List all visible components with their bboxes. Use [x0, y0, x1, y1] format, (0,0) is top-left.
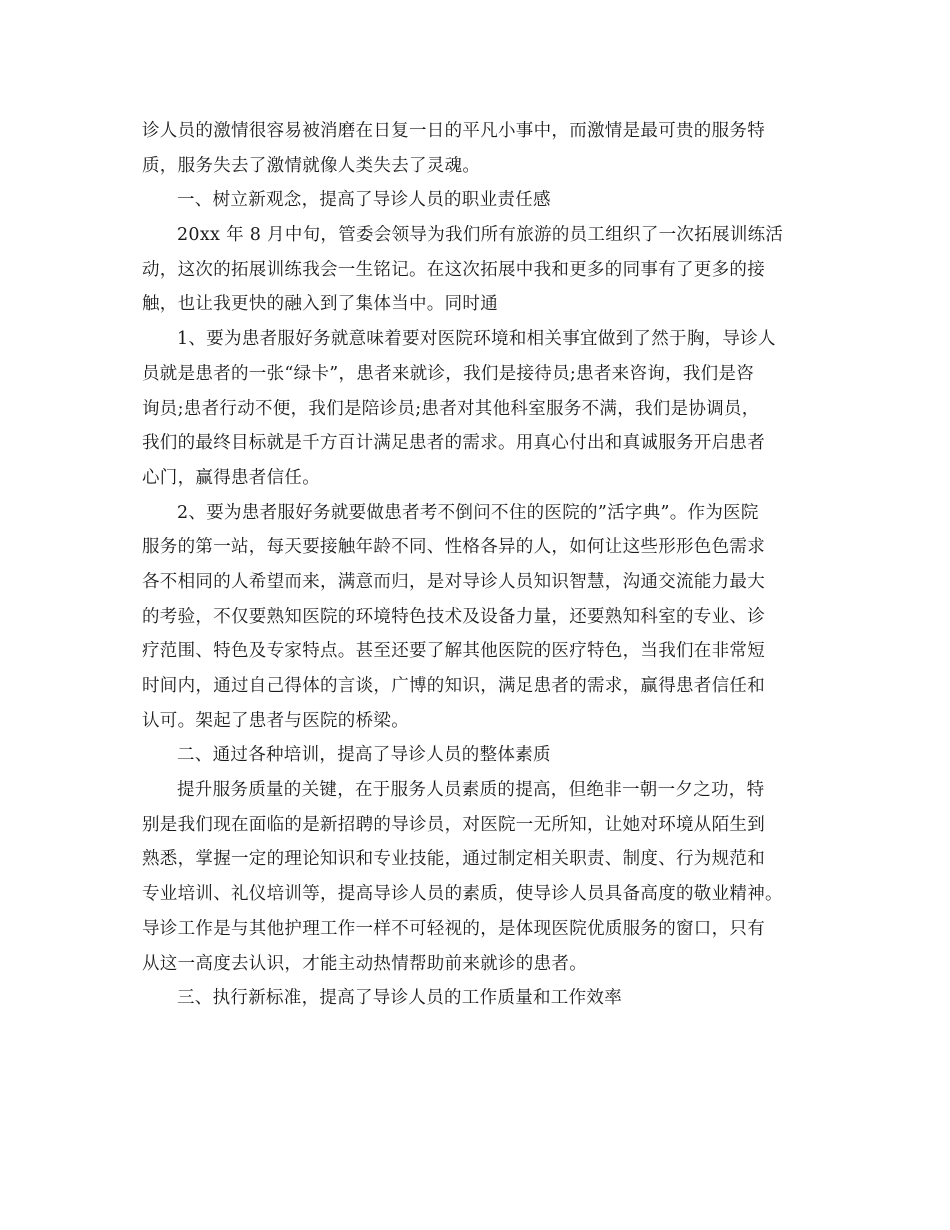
text-line: 诊人员的激情很容易被消磨在日复一日的平凡小事中，而激情是最可贵的服务特	[142, 121, 765, 141]
text-line: 的考验，不仅要熟知医院的环境特色技术及设备力量，还要熟知科室的专业、诊	[142, 606, 765, 627]
text-line: 20xx 年 8 月中旬，管委会领导为我们所有旅游的员工组织了一次拓展训练活	[177, 225, 784, 246]
text-line: 心门，赢得患者信任。	[142, 467, 320, 488]
text-line: 询员;患者行动不便，我们是陪诊员;患者对其他科室服务不满，我们是协调员，	[142, 398, 760, 419]
text-line: 专业培训、礼仪培训等，提高导诊人员的素质，使导诊人员具备高度的敬业精神。	[142, 884, 783, 905]
text-line: 动，这次的拓展训练我会一生铭记。在这次拓展中我和更多的同事有了更多的接	[142, 259, 765, 280]
text-line: 一、树立新观念，提高了导诊人员的职业责任感	[177, 190, 551, 211]
text-line: 2、要为患者服好务就要做患者考不倒问不住的医院的”活字典”。作为医院	[177, 502, 759, 523]
text-line: 熟悉，掌握一定的理论知识和专业技能，通过制定相关职责、制度、行为规范和	[142, 849, 765, 870]
document-body	[142, 114, 810, 1016]
text-line: 质，服务失去了激情就像人类失去了灵魂。	[142, 155, 481, 176]
text-line: 提升服务质量的关键，在于服务人员素质的提高，但绝非一朝一夕之功，特	[177, 780, 765, 801]
text-line: 二、通过各种培训，提高了导诊人员的整体素质	[177, 745, 551, 766]
text-line: 各不相同的人希望而来，满意而归，是对导诊人员知识智慧，沟通交流能力最大	[142, 571, 765, 592]
text-line: 时间内，通过自己得体的言谈，广博的知识，满足患者的需求，赢得患者信任和	[142, 676, 765, 696]
text-line: 从这一高度去认识，才能主动热情帮助前来就诊的患者。	[142, 953, 587, 974]
text-line: 导诊工作是与其他护理工作一样不可轻视的，是体现医院优质服务的窗口，只有	[142, 918, 765, 939]
text-line: 别是我们现在面临的是新招聘的导诊员，对医院一无所知，让她对环境从陌生到	[142, 814, 765, 835]
text-line: 我们的最终目标就是千方百计满足患者的需求。用真心付出和真诚服务开启患者	[142, 433, 765, 454]
text-line: 服务的第一站，每天要接触年龄不同、性格各异的人，如何让这些形形色色需求	[142, 537, 765, 558]
text-line: 1、要为患者服好务就意味着要对医院环境和相关事宜做到了然于胸，导诊人	[177, 329, 776, 350]
text-line: 触，也让我更快的融入到了集体当中。同时通	[142, 294, 498, 315]
text-line: 疗范围、特色及专家特点。甚至还要了解其他医院的医疗特色，当我们在非常短	[142, 641, 765, 662]
text-line: 三、执行新标准，提高了导诊人员的工作质量和工作效率	[177, 988, 622, 1009]
text-line: 认可。架起了患者与医院的桥梁。	[142, 710, 409, 731]
text-line: 员就是患者的一张“绿卡”，患者来就诊，我们是接待员;患者来咨询，我们是咨	[142, 363, 755, 384]
